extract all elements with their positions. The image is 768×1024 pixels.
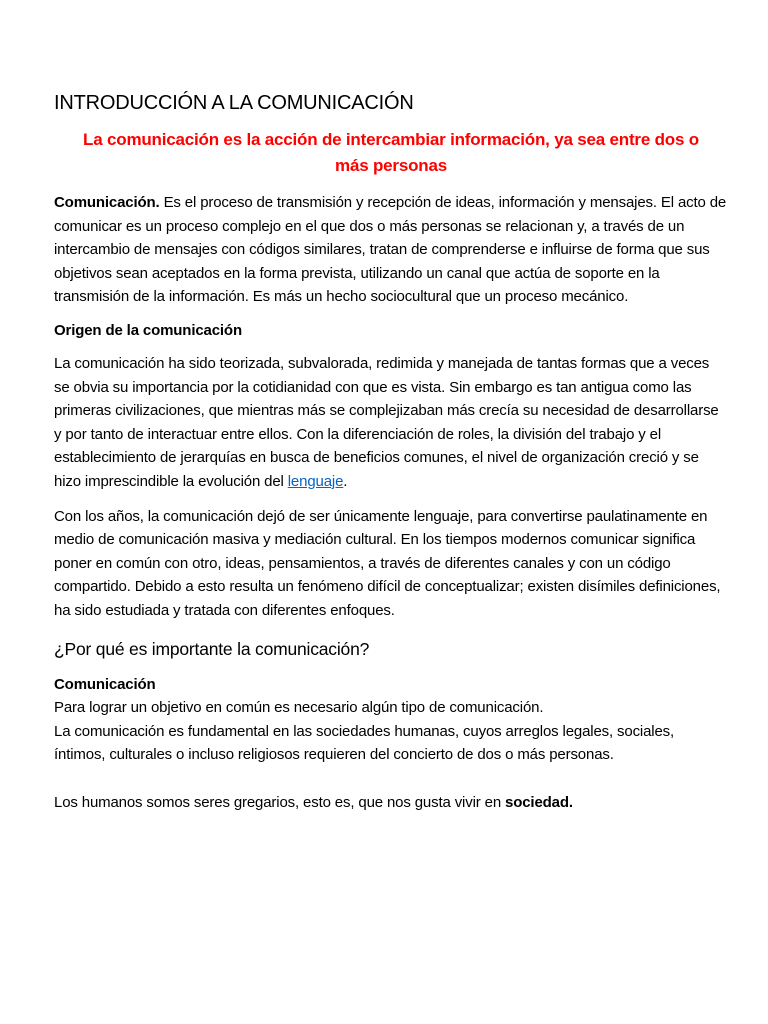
subtitle-line-2: más personas [335, 156, 447, 175]
sociedad-term: sociedad. [505, 793, 573, 811]
importancia-block [54, 673, 728, 815]
origen-paragraph-1 [54, 352, 728, 494]
importancia-heading: ¿Por qué es importante la comunicación? [54, 638, 370, 659]
importancia-subheading: Comunicación [54, 675, 156, 693]
importancia-line-2: La comunicación es fundamental en las sociedades humanas, cuyos arreglos legales, sociales, íntimos, culturales o incluso religiosos requieren del concierto de dos o más personas. [54, 722, 675, 764]
importancia-last-text: Los humanos somos seres gregarios, esto es, que nos gusta vivir en [54, 793, 506, 811]
importancia-line-1: Para lograr un objetivo en común es necesario algún tipo de comunicación. [54, 699, 544, 717]
importancia-last-line [54, 791, 728, 815]
origen-paragraph-1-text: La comunicación ha sido teorizada, subvalorada, redimida y manejada de tantas formas que a veces se obvia su importancia por la cotidianidad con que es vista. Sin embargo es tan antigua como las primeras civilizaciones, que mientras más se complejizaban más crecía su necesidad de desarrollarse y por tanto de interactuar entre ellos. Con la diferenciación de roles, la división del trabajo y el establecimiento de jerarquías en busca de beneficios comunes, el nivel de organización creció y se hizo imprescindible la evolución del [54, 354, 719, 490]
origen-heading: Origen de la comunicación [54, 321, 242, 339]
subtitle [54, 127, 728, 179]
origen-paragraph-1-end: . [343, 472, 348, 490]
page-title: INTRODUCCIÓN A LA COMUNICACIÓN [54, 92, 414, 114]
intro-text: Es el proceso de transmisión y recepción de ideas, información y mensajes. El acto de comunicar es un proceso complejo en el que dos o más personas se relacionan y, a través de un intercambio de mensajes con códigos similares, tratan de comprenderse e influirse de forma que sus objetivos sean aceptados en la forma prevista, utilizando un canal que actúa de soporte en la transmisión de la información. Es más un hecho sociocultural que un proceso mecánico. [54, 194, 727, 306]
blank-line [54, 767, 728, 791]
intro-term: Comunicación. [54, 194, 160, 211]
lenguaje-link[interactable]: lenguaje [287, 472, 344, 490]
origen-paragraph-2: Con los años, la comunicación dejó de ser únicamente lenguaje, para convertirse paulatinamente en medio de comunicación masiva y mediación cultural. En los tiempos modernos comunicar significa poner en común con otro, ideas, pensamientos, a través de diferentes canales y con un código compartido. Debido a esto resulta un fenómeno difícil de conceptualizar; existen disímiles definiciones, ha sido estudiada y tratada con diferentes enfoques. [54, 507, 721, 619]
subtitle-line-1: La comunicación es la acción de intercambiar información, ya sea entre dos o [83, 130, 699, 149]
intro-paragraph [54, 191, 728, 309]
